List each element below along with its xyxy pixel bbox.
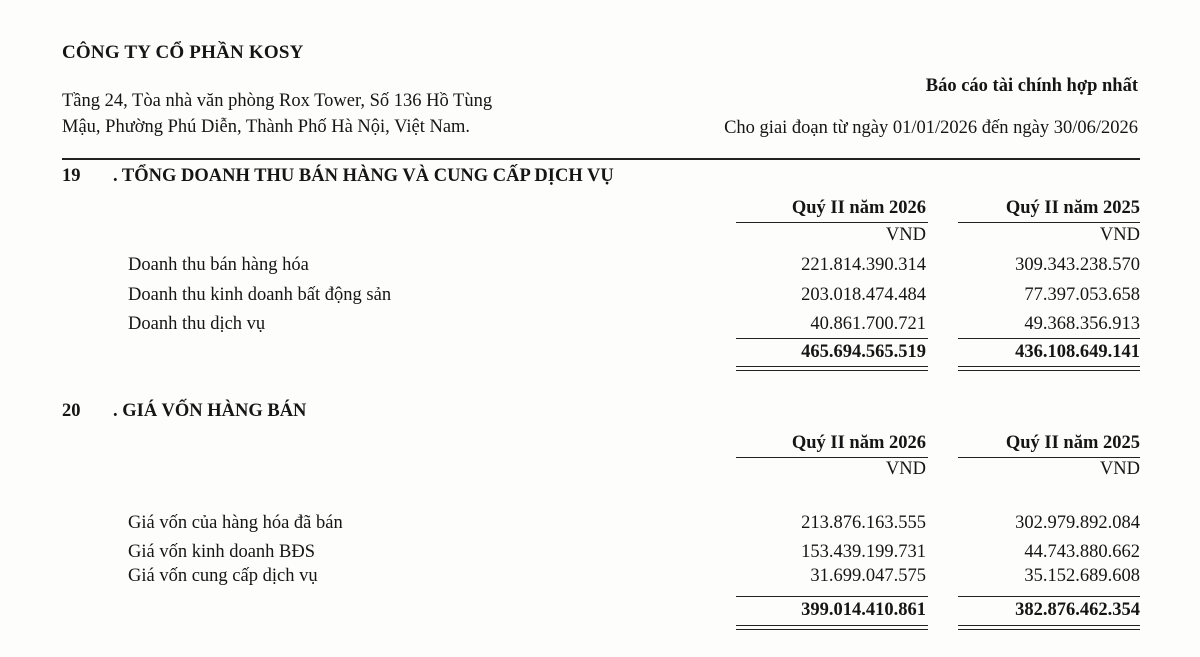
- company-address-line1: Tầng 24, Tòa nhà văn phòng Rox Tower, Số 136 Hồ Tùng: [62, 91, 493, 111]
- column-header-2025: Quý II năm 2025: [1005, 433, 1140, 453]
- column-header-2026: Quý II năm 2026: [791, 433, 926, 453]
- section-number: 19: [62, 166, 81, 186]
- total-value: 436.108.649.141: [1015, 342, 1140, 362]
- column-header-2025: Quý II năm 2025: [1005, 198, 1140, 218]
- unit-label: VND: [1099, 459, 1140, 479]
- row-value: 302.979.892.084: [1015, 513, 1140, 533]
- row-label: Doanh thu dịch vụ: [128, 314, 266, 334]
- subtotal-rule: [958, 596, 1140, 597]
- column-header-underline: [736, 457, 928, 458]
- column-header-underline: [958, 222, 1140, 223]
- row-value: 203.018.474.484: [801, 285, 926, 305]
- subtotal-rule: [958, 338, 1140, 339]
- section-title: . TỔNG DOANH THU BÁN HÀNG VÀ CUNG CẤP DỊCH VỤ: [113, 166, 614, 186]
- total-double-rule: [958, 625, 1140, 630]
- row-label: Doanh thu bán hàng hóa: [128, 255, 309, 275]
- total-double-rule: [736, 625, 928, 630]
- row-value: 213.876.163.555: [801, 513, 926, 533]
- row-value: 153.439.199.731: [801, 542, 926, 562]
- subtotal-rule: [736, 596, 928, 597]
- total-value: 399.014.410.861: [801, 600, 926, 620]
- row-label: Giá vốn cung cấp dịch vụ: [128, 566, 318, 586]
- row-value: 31.699.047.575: [810, 566, 926, 586]
- unit-label: VND: [1099, 225, 1140, 245]
- report-period: Cho giai đoạn từ ngày 01/01/2026 đến ngày 30/06/2026: [724, 118, 1138, 138]
- row-value: 40.861.700.721: [810, 314, 926, 334]
- row-value: 309.343.238.570: [1015, 255, 1140, 275]
- section-title: . GIÁ VỐN HÀNG BÁN: [113, 401, 307, 421]
- total-double-rule: [958, 366, 1140, 371]
- row-label: Giá vốn của hàng hóa đã bán: [128, 513, 343, 533]
- unit-label: VND: [885, 459, 926, 479]
- column-header-2026: Quý II năm 2026: [791, 198, 926, 218]
- total-double-rule: [736, 366, 928, 371]
- company-address-line2: Mậu, Phường Phú Diễn, Thành Phố Hà Nội, Việt Nam.: [62, 117, 471, 137]
- row-value: 44.743.880.662: [1024, 542, 1140, 562]
- column-header-underline: [958, 457, 1140, 458]
- subtotal-rule: [736, 338, 928, 339]
- header-divider: [62, 158, 1140, 160]
- company-name: CÔNG TY CỔ PHẦN KOSY: [62, 42, 304, 63]
- unit-label: VND: [885, 225, 926, 245]
- row-label: Giá vốn kinh doanh BĐS: [128, 542, 316, 562]
- row-value: 35.152.689.608: [1024, 566, 1140, 586]
- total-value: 465.694.565.519: [801, 342, 926, 362]
- column-header-underline: [736, 222, 928, 223]
- row-label: Doanh thu kinh doanh bất động sản: [128, 285, 392, 305]
- row-value: 77.397.053.658: [1024, 285, 1140, 305]
- section-number: 20: [62, 401, 81, 421]
- row-value: 49.368.356.913: [1024, 314, 1140, 334]
- row-value: 221.814.390.314: [801, 255, 926, 275]
- report-title: Báo cáo tài chính hợp nhất: [925, 76, 1138, 96]
- total-value: 382.876.462.354: [1015, 600, 1140, 620]
